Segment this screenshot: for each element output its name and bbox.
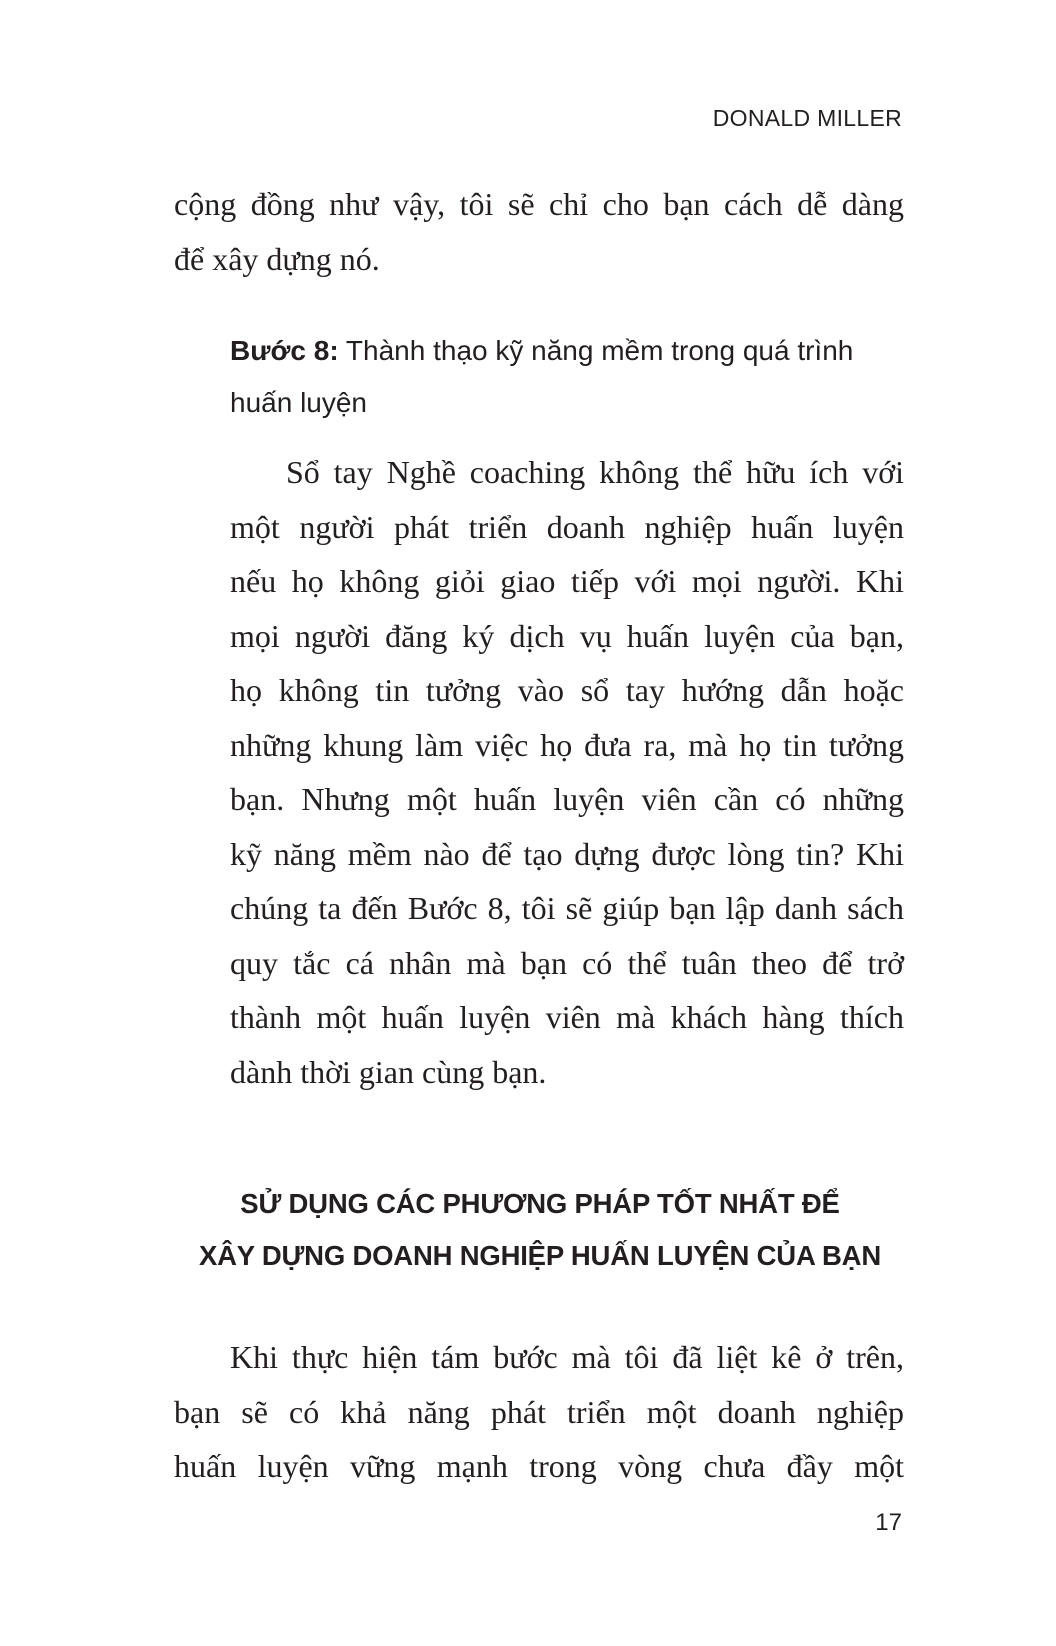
paragraph-2-line: Sổ tay Nghề coaching không thể hữu ích với	[286, 454, 904, 490]
step-8-heading-line-1	[230, 325, 904, 377]
paragraph-2-line: một người phát triển doanh nghiệp huấn luyện	[230, 508, 904, 545]
section-heading	[150, 1178, 930, 1282]
paragraph-2-line: dành thời gian cùng bạn.	[230, 1053, 547, 1090]
paragraph-3-line: bạn sẽ có khả năng phát triển một doanh nghiệp	[174, 1393, 904, 1430]
paragraph-2-line: bạn. Nhưng một huấn luyện viên cần có những	[230, 781, 904, 817]
paragraph-2-line: họ không tin tưởng vào sổ tay hướng dẫn hoặc	[230, 672, 904, 708]
section-heading-line-2: XÂY DỰNG DOANH NGHIỆP HUẤN LUYỆN CỦA BẠN	[199, 1240, 881, 1271]
section-heading-line-1: SỬ DỤNG CÁC PHƯƠNG PHÁP TỐT NHẤT ĐỂ	[240, 1188, 840, 1219]
paragraph-1-line: cộng đồng như vậy, tôi sẽ chỉ cho bạn cách dễ dàng	[174, 186, 904, 222]
paragraph-3	[174, 1330, 904, 1494]
paragraph-2-line: thành một huấn luyện viên mà khách hàng thích	[230, 999, 904, 1035]
paragraph-2-line: những khung làm việc họ đưa ra, mà họ tin tưởng	[230, 726, 904, 763]
paragraph-2-line: quy tắc cá nhân mà bạn có thể tuân theo để trở	[230, 944, 904, 981]
paragraph-2-line: chúng ta đến Bước 8, tôi sẽ giúp bạn lập danh sách	[230, 890, 904, 926]
page-number: 17	[875, 1509, 902, 1536]
running-head-author: DONALD MILLER	[712, 105, 902, 131]
paragraph-2-line: kỹ năng mềm nào để tạo dựng được lòng tin? Khi	[230, 835, 904, 872]
step-title-part-2: huấn luyện	[230, 387, 368, 418]
step-title-part-1: Thành thạo kỹ năng mềm trong quá trình	[338, 335, 854, 366]
step-8-heading	[230, 325, 904, 429]
paragraph-2-line: nếu họ không giỏi giao tiếp với mọi người. Khi	[230, 563, 904, 599]
paragraph-1	[174, 177, 904, 286]
paragraph-3-line: huấn luyện vững mạnh trong vòng chưa đầy một	[174, 1448, 904, 1484]
paragraph-2-line: mọi người đăng ký dịch vụ huấn luyện của bạn,	[230, 617, 904, 654]
paragraph-3-line: Khi thực hiện tám bước mà tôi đã liệt kê ở trên,	[230, 1339, 904, 1375]
step-label: Bước 8:	[230, 335, 339, 366]
paragraph-1-line: để xây dựng nó.	[174, 240, 380, 277]
paragraph-2	[174, 445, 904, 1099]
